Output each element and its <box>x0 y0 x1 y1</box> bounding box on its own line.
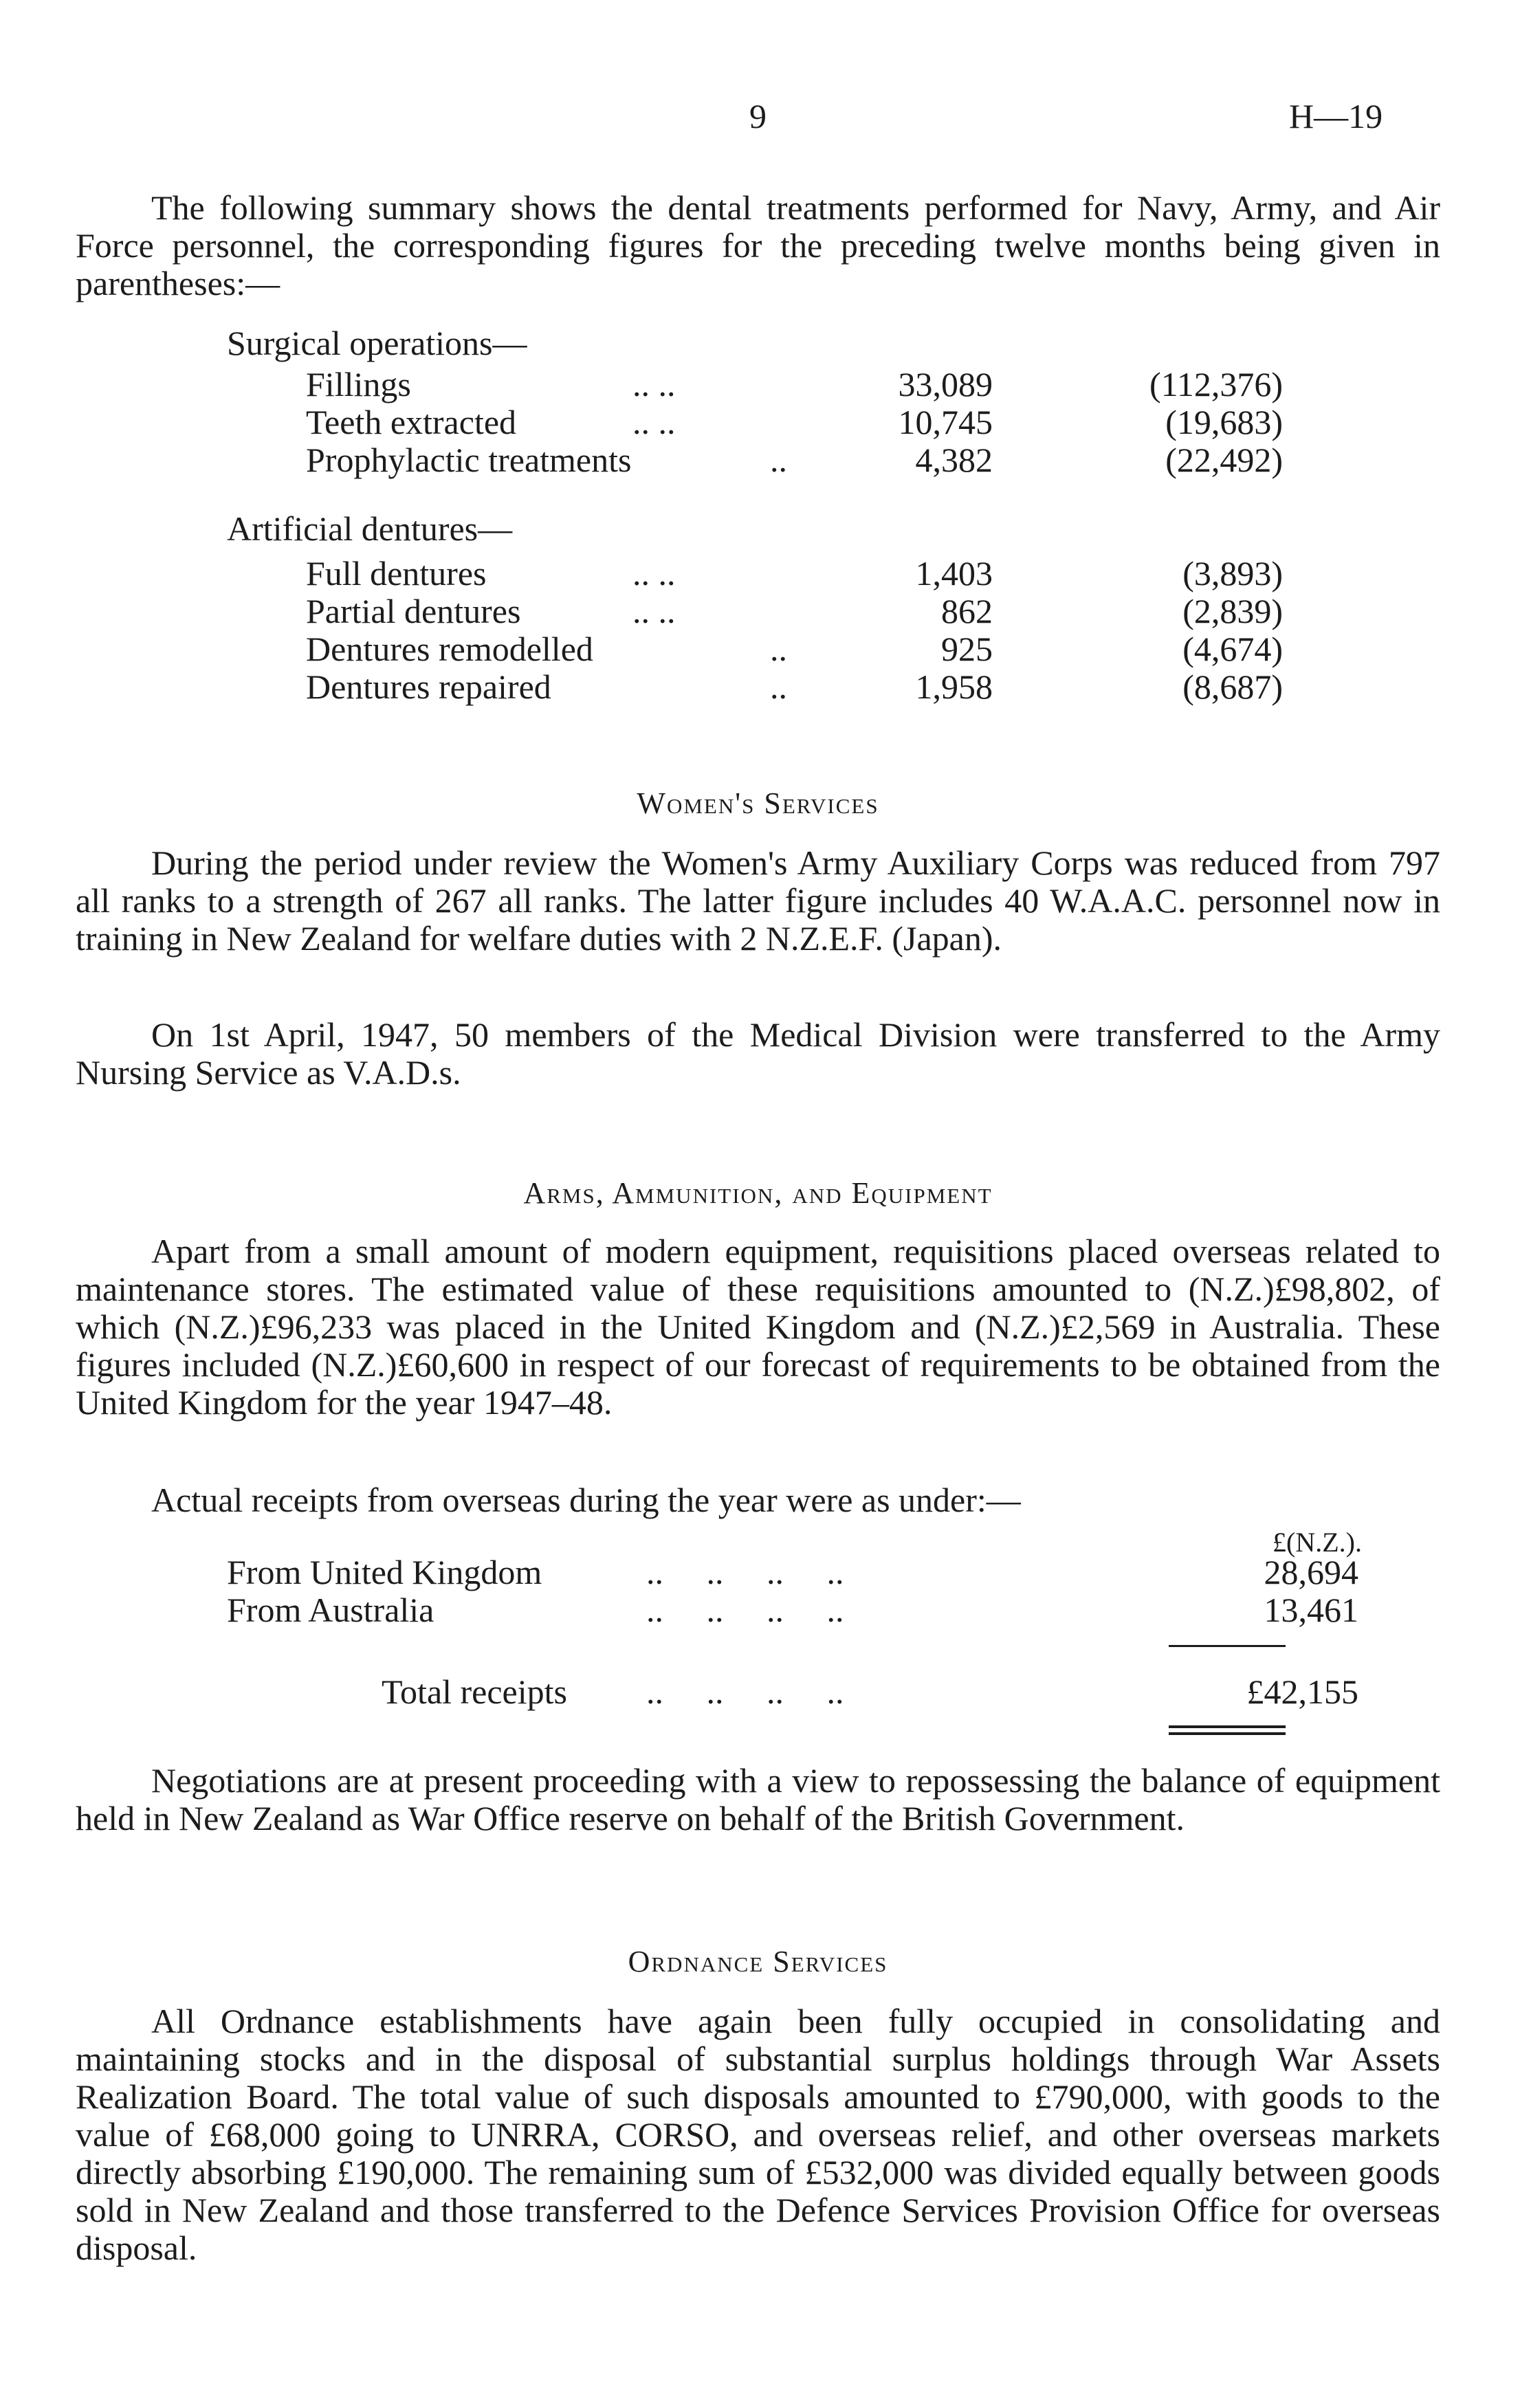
receipt-label: From Australia <box>227 1591 434 1629</box>
row-value: 862 <box>941 592 993 630</box>
page-number: 9 <box>749 97 767 135</box>
row-previous: (3,893) <box>1182 554 1283 593</box>
document-reference: H—19 <box>1289 97 1383 135</box>
total-double-rule-bottom <box>1169 1732 1286 1735</box>
surgical-operations-heading: Surgical operations— <box>227 324 527 362</box>
receipt-value: 13,461 <box>1264 1591 1358 1629</box>
row-label: Teeth extracted <box>306 403 517 441</box>
ordnance-heading: Ordnance Services <box>628 1945 888 1978</box>
row-value: 1,403 <box>915 554 993 593</box>
row-previous: (19,683) <box>1165 403 1283 441</box>
row-label: Prophylactic treatments <box>306 441 632 479</box>
dental-intro: The following summary shows the dental treatments performed for Navy, Army, and Air Force personnel, the corresponding figures for the preceding twelve months being given in parentheses:— <box>76 188 1440 302</box>
row-label: Dentures remodelled <box>306 630 593 668</box>
row-leader: .. .. <box>632 592 676 630</box>
receipt-leader: .. .. .. .. <box>646 1591 844 1629</box>
row-previous: (22,492) <box>1165 441 1283 479</box>
row-previous: (8,687) <box>1182 667 1283 706</box>
arms-paragraph-2: Negotiations are at present proceeding with a view to repossessing the balance of equipment held in New Zealand as War Office reserve on behalf of the British Government. <box>76 1761 1440 1837</box>
row-leader: .. <box>770 630 787 668</box>
row-value: 10,745 <box>898 403 993 441</box>
receipts-intro: Actual receipts from overseas during the year were as under:— <box>151 1481 1021 1519</box>
row-value: 925 <box>941 630 993 668</box>
row-leader: .. <box>770 667 787 706</box>
womens-services-paragraph-1: During the period under review the Women's Army Auxiliary Corps was reduced from 797 all ranks to a strength of 267 all ranks. The latter figure includes 40 W.A.A.C. personnel now in training in New Zealand for welfare duties with 2 N.Z.E.F. (Japan). <box>76 843 1440 958</box>
total-double-rule-top <box>1169 1725 1286 1728</box>
row-leader: .. .. <box>632 554 676 593</box>
womens-services-heading: Women's Services <box>637 786 879 820</box>
row-previous: (2,839) <box>1182 592 1283 630</box>
row-value: 1,958 <box>915 667 993 706</box>
row-label: Fillings <box>306 365 411 404</box>
womens-services-paragraph-2: On 1st April, 1947, 50 members of the Medical Division were transferred to the Army Nursing Service as V.A.D.s. <box>76 1015 1440 1092</box>
total-value: £42,155 <box>1246 1672 1358 1711</box>
total-leader: .. .. .. .. <box>646 1672 844 1711</box>
row-label: Dentures repaired <box>306 667 551 706</box>
arms-paragraph-1: Apart from a small amount of modern equipment, requisitions placed overseas related to maintenance stores. The estimated value of these requisitions amounted to (N.Z.)£98,802, of which (N.Z.)£96,233 was placed in the United Kingdom and (N.Z.)£2,569 in Australia. These figures included (N.Z.)£60,600 in respect of our forecast of requirements to be obtained from the United Kingdom for the year 1947–48. <box>76 1232 1440 1422</box>
row-label: Full dentures <box>306 554 487 593</box>
arms-heading: Arms, Ammunition, and Equipment <box>523 1176 993 1210</box>
row-previous: (4,674) <box>1182 630 1283 668</box>
row-value: 4,382 <box>915 441 993 479</box>
ordnance-paragraph: All Ordnance establishments have again been fully occupied in consolidating and maintaining stocks and in the disposal of substantial surplus holdings through War Assets Realization Board. The total value of such disposals amounted to £790,000, with goods to the value of £68,000 going to UNRRA, CORSO, and overseas relief, and other overseas markets directly absorbing £190,000. The remaining sum of £532,000 was divided equally between goods sold in New Zealand and those transferred to the Defence Services Provision Office for overseas disposal. <box>76 2002 1440 2267</box>
row-previous: (112,376) <box>1149 365 1283 404</box>
receipt-label: From United Kingdom <box>227 1553 542 1591</box>
total-label: Total receipts <box>382 1672 567 1711</box>
row-label: Partial dentures <box>306 592 521 630</box>
row-leader: .. .. <box>632 403 676 441</box>
receipt-value: 28,694 <box>1264 1553 1358 1591</box>
row-value: 33,089 <box>898 365 993 404</box>
row-leader: .. <box>770 441 787 479</box>
currency-unit: £(N.Z.). <box>1273 1527 1362 1558</box>
artificial-dentures-heading: Artificial dentures— <box>227 509 513 548</box>
row-leader: .. .. <box>632 365 676 404</box>
subtotal-rule <box>1169 1645 1286 1647</box>
receipt-leader: .. .. .. .. <box>646 1553 844 1591</box>
